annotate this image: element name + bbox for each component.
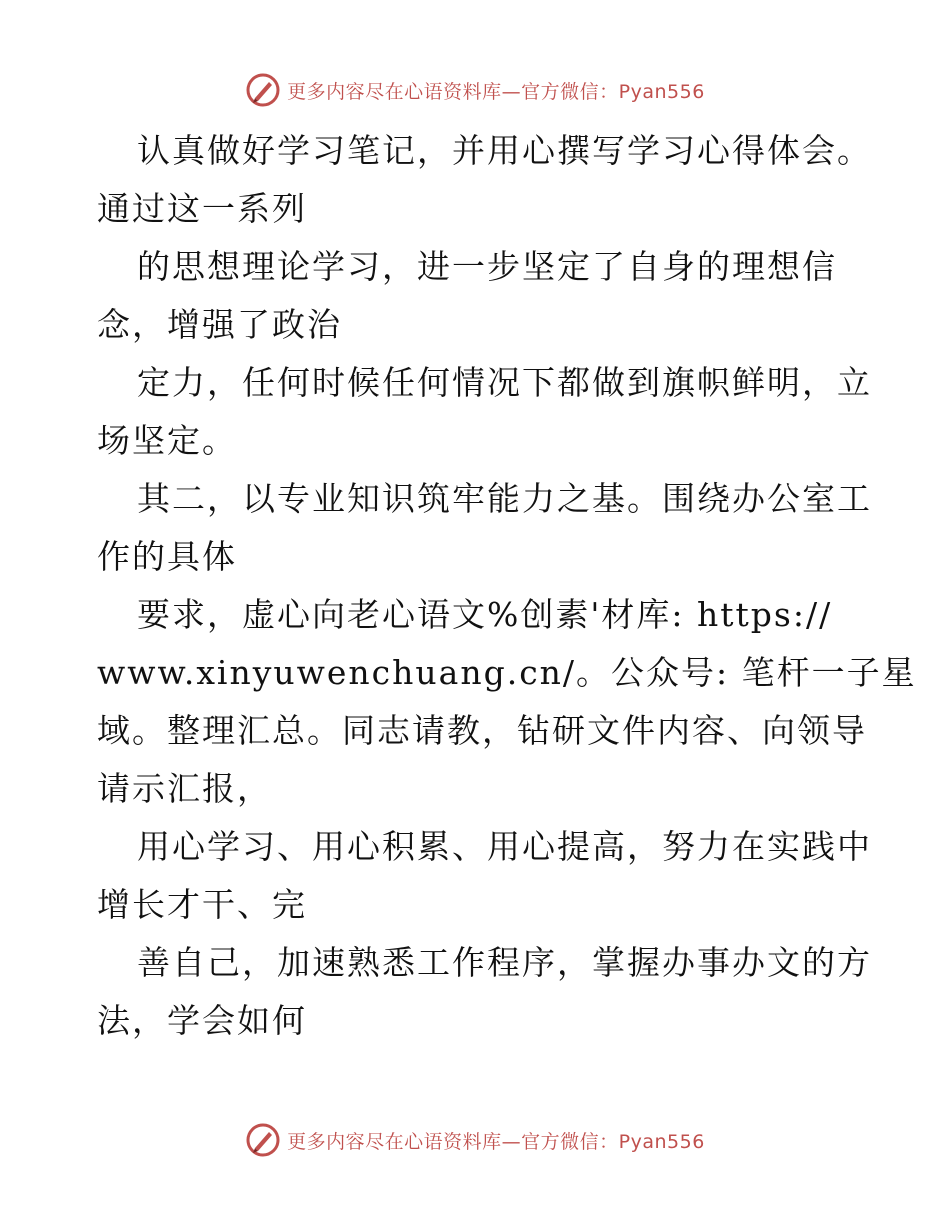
document-body bbox=[97, 122, 917, 1050]
text-line: 域。整理汇总。同志请教，钻研文件内容、向领导 bbox=[97, 711, 867, 750]
header-banner bbox=[0, 70, 950, 110]
text-line: 法，学会如何 bbox=[97, 1001, 307, 1040]
text-line: 场坚定。 bbox=[97, 421, 237, 460]
text-line: 定力，任何时候任何情况下都做到旗帜鲜明，立 bbox=[137, 363, 872, 402]
text-line: 其二，以专业知识筑牢能力之基。围绕办公室工 bbox=[137, 479, 872, 518]
text-line: 认真做好学习笔记，并用心撰写学习心得体会。 bbox=[137, 131, 872, 170]
text-line: 善自己，加速熟悉工作程序，掌握办事办文的方 bbox=[137, 943, 872, 982]
text-line: 作的具体 bbox=[97, 537, 237, 576]
banner-text: 更多内容尽在心语资料库—官方微信：Pyan556 bbox=[287, 80, 705, 103]
text-line: 的思想理论学习，进一步坚定了自身的理想信 bbox=[137, 247, 837, 286]
text-line: 要求，虚心向老心语文%创素'材库: https:// bbox=[137, 595, 833, 634]
text-line: www.xinyuwenchuang.cn/。公众号: 笔杆一子星 bbox=[97, 653, 917, 692]
text-line: 请示汇报， bbox=[97, 769, 272, 808]
text-line: 念，增强了政治 bbox=[97, 305, 342, 344]
footer-banner bbox=[0, 1120, 950, 1160]
text-line: 通过这一系列 bbox=[97, 189, 307, 228]
banner-text: 更多内容尽在心语资料库—官方微信：Pyan556 bbox=[287, 1130, 705, 1153]
text-line: 增长才干、完 bbox=[97, 885, 307, 924]
text-line: 用心学习、用心积累、用心提高，努力在实践中 bbox=[137, 827, 872, 866]
pen-logo-icon bbox=[245, 72, 281, 108]
pen-logo-icon bbox=[245, 1122, 281, 1158]
